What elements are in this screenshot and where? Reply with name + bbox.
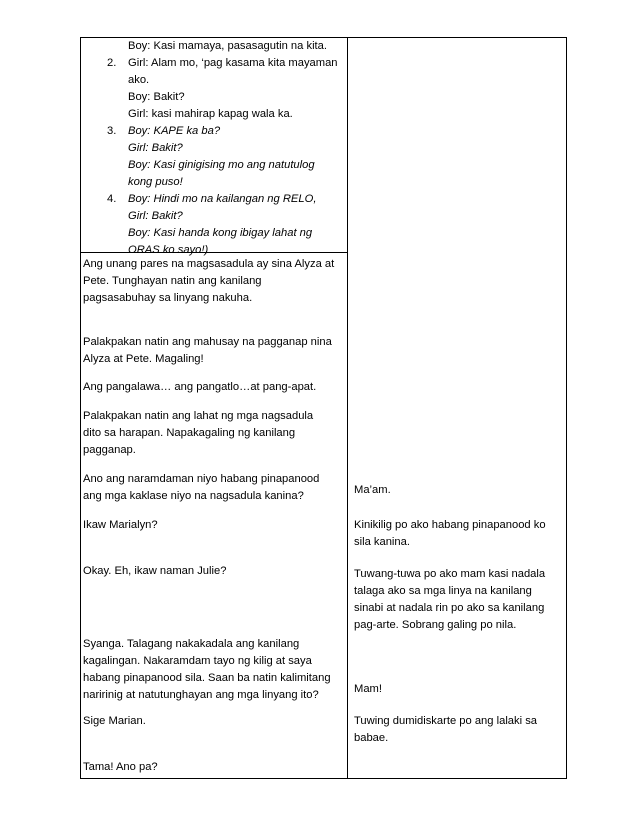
dialogue-2-line: ako. xyxy=(128,74,150,86)
teacher-line: Okay. Eh, ikaw naman Julie? xyxy=(83,565,227,577)
teacher-line: Tama! Ano pa? xyxy=(83,761,158,773)
teacher-line: habang pinapanood sila. Saan ba natin kalimitang xyxy=(83,672,331,684)
teacher-line: Sige Marian. xyxy=(83,715,146,727)
student-line: sinabi at nadala rin po ako sa kanilang xyxy=(354,602,545,614)
teacher-line: dito sa harapan. Napakagaling ng kanilang xyxy=(83,427,296,439)
student-line: Kinikilig po ako habang pinapanood ko xyxy=(354,519,546,531)
teacher-line: Syanga. Talagang nakakadala ang kanilang xyxy=(83,638,300,650)
teacher-line: ang mga kaklase niyo na nagsadula kanina? xyxy=(83,490,304,502)
teacher-line: Ang unang pares na magsasadula ay sina Alyza at xyxy=(83,258,335,270)
student-line: Tuwang-tuwa po ako mam kasi nadala xyxy=(354,568,546,580)
dialogue-3-line: Boy: KAPE ka ba? xyxy=(128,125,221,137)
dialogue-4-line: Boy: Kasi handa kong ibigay lahat ng xyxy=(128,227,313,239)
dialogue-3-line: Boy: Kasi ginigising mo ang natutulog xyxy=(128,159,315,171)
teacher-line: Palakpakan natin ang lahat ng mga nagsadula xyxy=(83,410,314,422)
dialogue-4-line: Girl: Bakit? xyxy=(128,210,183,222)
student-line: Tuwing dumidiskarte po ang lalaki sa xyxy=(354,715,538,727)
teacher-line: Ang pangalawa… ang pangatlo…at pang-apat. xyxy=(83,381,317,393)
teacher-activity-column xyxy=(81,38,348,779)
student-line: sila kanina. xyxy=(354,536,410,548)
teacher-line: Palakpakan natin ang mahusay na pagganap nina xyxy=(83,336,332,348)
dialogue-4-number: 4. xyxy=(107,193,117,205)
student-activity-column xyxy=(348,38,567,779)
dialogue-3-line: Girl: Bakit? xyxy=(128,142,183,154)
dialogue-3-number: 3. xyxy=(107,125,117,137)
row-divider xyxy=(81,252,347,253)
teacher-line: Pete. Tunghayan natin ang kanilang xyxy=(83,275,262,287)
dialogue-2-line: Boy: Bakit? xyxy=(128,91,185,103)
dialogue-2-line: Girl: Alam mo, ‘pag kasama kita mayaman xyxy=(128,57,338,69)
teacher-line: kagalingan. Nakaramdam tayo ng kilig at saya xyxy=(83,655,312,667)
dialogue-4-line: Boy: Hindi mo na kailangan ng RELO, xyxy=(128,193,317,205)
teacher-line: pagganap. xyxy=(83,444,136,456)
dialogue-2-line: Girl: kasi mahirap kapag wala ka. xyxy=(128,108,293,120)
dialogue-3-line: kong puso! xyxy=(128,176,183,188)
teacher-line: naririnig at natutunghayan ang mga linyang ito? xyxy=(83,689,319,701)
dialogue-4-line: ORAS ko sayo!) xyxy=(128,244,209,256)
teacher-line: Alyza at Pete. Magaling! xyxy=(83,353,204,365)
teacher-line: pagsasabuhay sa linyang nakuha. xyxy=(83,292,253,304)
lesson-plan-table xyxy=(80,37,567,779)
student-line: Mam! xyxy=(354,683,382,695)
teacher-line: Ano ang naramdaman niyo habang pinapanood xyxy=(83,473,320,485)
student-line: Ma’am. xyxy=(354,484,391,496)
student-line: babae. xyxy=(354,732,389,744)
student-line: pag-arte. Sobrang galing po nila. xyxy=(354,619,517,631)
student-line: talaga ako sa mga linya na kanilang xyxy=(354,585,532,597)
teacher-line: Ikaw Marialyn? xyxy=(83,519,158,531)
dialogue-2-number: 2. xyxy=(107,57,117,69)
dialogue-1-tail: Boy: Kasi mamaya, pasasagutin na kita. xyxy=(128,40,327,52)
